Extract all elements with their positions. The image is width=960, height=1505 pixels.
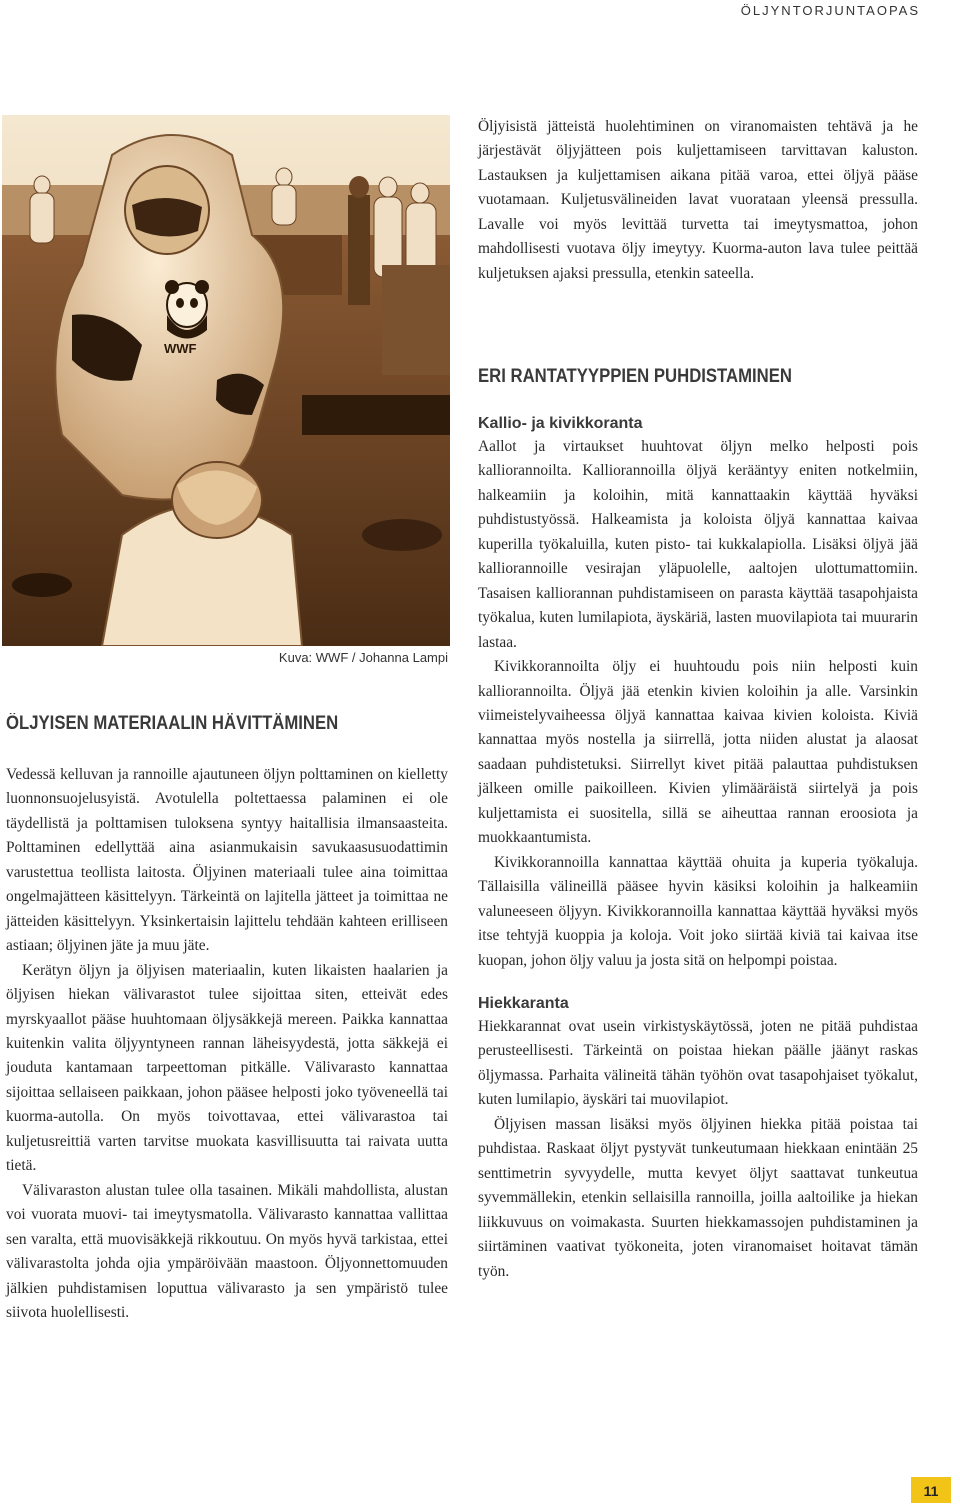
- photo-credit: Kuva: WWF / Johanna Lampi: [278, 650, 448, 665]
- section-heading-shore-types: ERI RANTATYYPPIEN PUHDISTAMINEN: [478, 366, 792, 387]
- wwf-logo-text: WWF: [164, 341, 197, 356]
- right-intro-column: [478, 115, 918, 286]
- paragraph: Välivaraston alustan tulee olla tasainen. Mikäli mahdollista, alustan voi vuorata muovi- tai imeytysmatolla. Välivarasto kannattaa vallittaa sen varalta, että muovisäkkejä rikkoutuu. On myös hyvä tarkistaa, ettei välivarastolta johda ojia ympäröivään maastoon. Öljyonnettomuuden jälkien puhdistamisen loputtua välivarasto ja sen ympäristö tulee siivota huolellisesti.: [6, 1181, 448, 1321]
- wwf-volunteers-photo: [2, 115, 450, 646]
- paragraph: Hiekkarannat ovat usein virkistyskäytössä, joten ne pitää puhdistaa perusteellisesti. Tärkeintä on poistaa hiekan päälle jäänyt raskas öljymassa. Parhaita välineitä tähän työhön ovat tasapohjaiset työkalut, kuten lumilapio, äyskäri tai muovilapiot.: [478, 1017, 918, 1109]
- paragraph: Kerätyn öljyn ja öljyisen materiaalin, kuten likaisten haalarien ja öljyisen hiekan välivarastot tulee sijoittaa siten, etteivät edes myrskyaallot pääse huuhtomaan öljysäkkejä mereen. Paikka kannattaa kuitenkin valita öljyyntyneen rannan läheisyydestä, jotta säkkejä ei jouduta kantamaan tarpeettoman pitkälle. Välivarasto kannattaa sijoittaa sellaiseen paikkaan, johon pääsee helposti joko työveneellä tai kuorma-autolla. On myös toivottavaa, ettei välivarastoa tai kuljetusreittiä varten tarvitse muokata kasvillisuutta tai raivata uutta tietä.: [6, 961, 448, 1175]
- disposal-column: [6, 763, 448, 1325]
- subheading-rocky-shore: Kallio- ja kivikkoranta: [478, 415, 643, 432]
- intro-paragraph: Öljyisistä jätteistä huolehtiminen on viranomaisten tehtävä ja he järjestävät öljyjätteen pois kuljettamiseen tarvittavan kaluston. Lastauksen ja kuljettamisen aikana pitää varoa, ettei öljyä pääse vuotamaan. Kuljetusvälineiden lavat vuorataan yleensä pressulla. Lavalle voi myös levittää turvetta tai imeytysmattoa, johon mahdollisesti vuotava öljy imeytyy. Kuorma-auton lava tulee peittää kuljetuksen ajaksi pressulla, etenkin sateella.: [478, 118, 918, 282]
- paragraph: Kivikkorannoilta öljy ei huuhtoudu pois niin helposti kuin kalliorannoilta. Öljyä jää etenkin kivien koloihin ja alle. Varsinkin viimeistelyvaiheessa öljyä kannattaa kaivaa kivien koloista. Kiviä kannattaa myös nostella ja siirrellä, jotta niiden alustat ja alaosat saadaan puhdistetuksi. Siirrellyt kivet pitää palauttaa puhdistuksen jälkeen omille paikoilleen. Kivien ylimääräistä siirtelyä ja pois kuljettamista ei suositella, sillä se aiheuttaa rannan eroosiota ja muokkaantumista.: [478, 658, 918, 847]
- section-heading-disposal: ÖLJYISEN MATERIAALIN HÄVITTÄMINEN: [6, 713, 339, 734]
- shore-types-column: [478, 413, 918, 1284]
- paragraph: Aallot ja virtaukset huuhtovat öljyn melko helposti pois kalliorannoilta. Kalliorannoilla öljyä kerääntyy eniten notkelmiin, halkeamiin ja koloihin, mitä kannattaakin käyttää hyväksi puhdistustyössä. Halkeamista ja koloista öljyä kannattaa kaivaa kuperilla työkaluilla, kuten pisto- tai kukkalapiolla. Lisäksi öljyä jää kalliorannoille vesirajan yläpuolelle, aaltojen ulottumattomiin. Tasaisen kalliorannan puhdistamiseen on parasta käyttää tasapohjaista työkalua, kuten lumilapiota, äyskäriä, lasten muovilapiota tai muurarin lastaa.: [478, 438, 918, 651]
- subheading-sandy-shore: Hiekkaranta: [478, 994, 569, 1012]
- paragraph: Kivikkorannoilla kannattaa käyttää ohuita ja kuperia työkaluja. Tällaisilla välineillä pääsee hyvin käsiksi koloihin ja halkeamiin valuneeseen öljyyn. Kivikkorannoilla kannattaa käyttää hyväksi myös itse tehtyjä kuoppia ja koloja. Voit joko siirtää kiviä tai kaivaa itse kuopan, johon öljy valuu ja josta sitä on helpompi poistaa.: [478, 853, 918, 969]
- paragraph: Öljyisen massan lisäksi myös öljyinen hiekka pitää poistaa tai puhdistaa. Raskaat öljyt pystyvät tunkeutumaan hiekkaan enintään 25 senttimetrin syvyydelle, mutta kevyet öljyt saattavat tunkeutua syvemmällekin, etenkin sellaisilla rannoilla, joilla aaltoilike ja hiekan liikkuvuus on voimakasta. Suurten hiekkamassojen puhdistaminen ja siirtäminen vaativat työkoneita, joten viranomaiset hoitavat tämän työn.: [478, 1115, 918, 1280]
- page-number: 11: [911, 1477, 951, 1503]
- running-header: ÖLJYNTORJUNTAOPAS: [740, 3, 920, 18]
- paragraph: Vedessä kelluvan ja rannoille ajautuneen öljyn polttaminen on kielletty luonnonsuojelusyistä. Avotulella poltettaessa palaminen ei ole täydellistä ja polttamisen tuloksena syntyy haitallisia ilmansaasteita. Polttaminen edellyttää aina asianmukaisin savukaasusuodattimin varustettua teollista laitosta. Öljyinen materiaali tulee aina toimittaa ongelmajätteen käsittelyyn. Tärkeintä on lajitella jätteet ja toimittaa ne jätteiden käsittelyyn. Yksinkertaisin lajittelu tehdään kahteen erilliseen astiaan; öljyinen jäte ja muu jäte.: [6, 766, 448, 955]
